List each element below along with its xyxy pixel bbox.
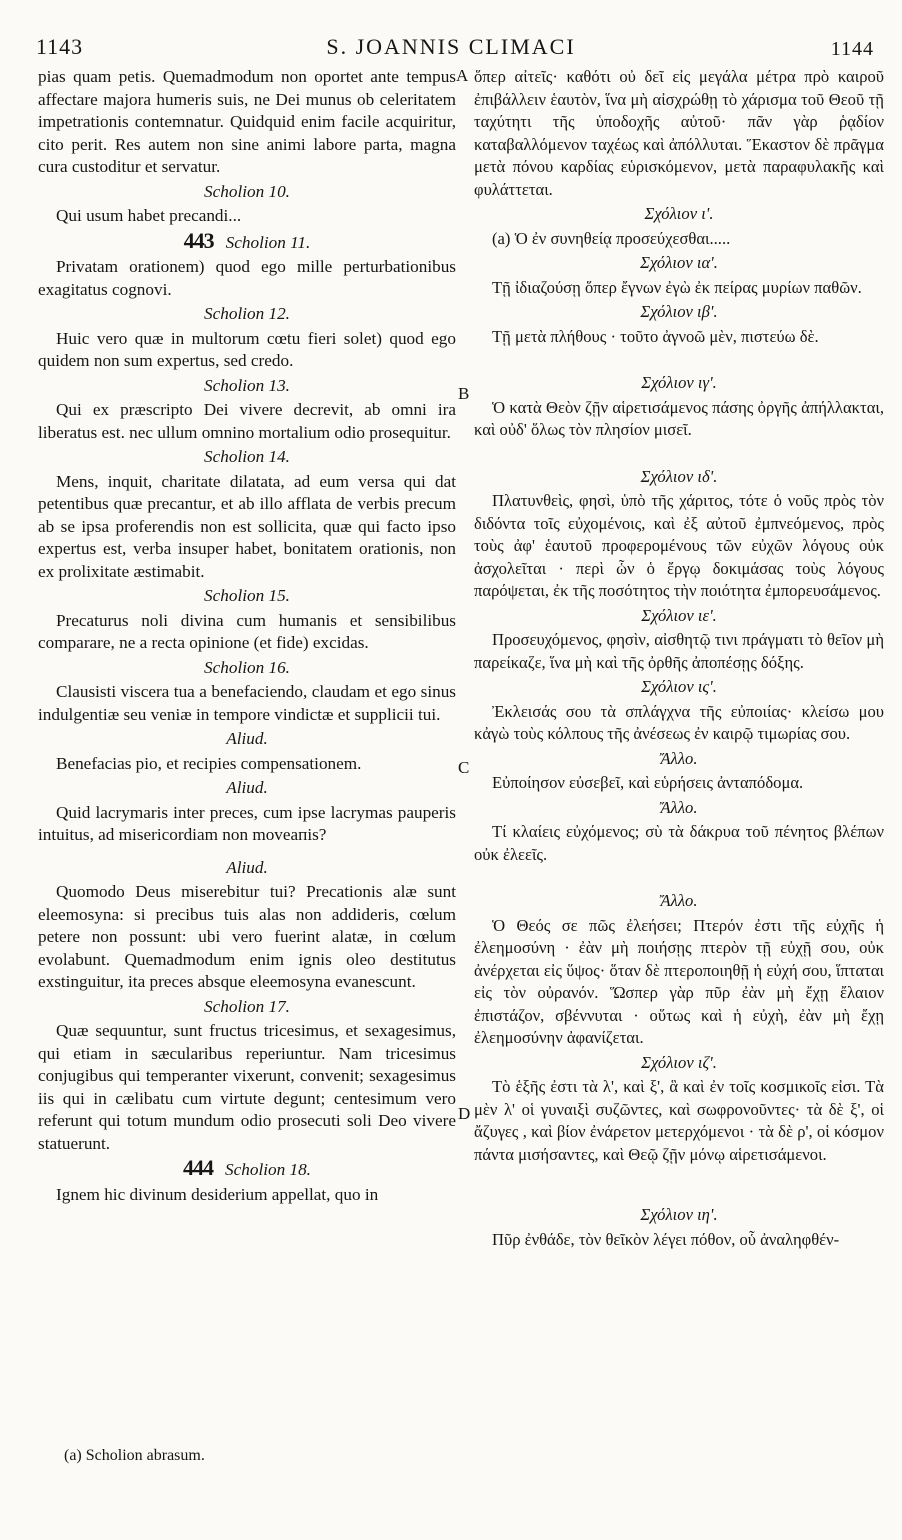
latin-paragraph: Quid lacrymaris inter preces, cum ipse lacrymas pauperis intuitus, ad misericordiam non moveaпis? [38, 802, 456, 844]
greek-paragraph: Εὐποίησον εὐσεβεῖ, καὶ εὑρήσεις ἀνταπόδομα. [492, 773, 804, 792]
latin-scholion-heading [38, 227, 456, 255]
latin-paragraph: pias quam petis. Quemadmodum non oportet ante tempus affectare majora humeris suis, ne Dei munus ob celeritatem impetrationis contemnatur. Quidquid enim facile acquiritur, cito perit. Res autem non sine animi labore parta, magna cura custoditur et servatur. [38, 67, 456, 176]
greek-paragraph: Πῦρ ἐνθάδε, τὸν θεῖκὸν λέγει πόθον, οὗ ἀναληφθέν- [492, 1229, 840, 1249]
latin-paragraph: Qui ex præscripto Dei vivere decrevit, ab omni ira liberatus est. nec ullum omnino mortalium odio prosequitur. [38, 400, 456, 442]
latin-paragraph: Qui usum habet precandi... [56, 206, 242, 225]
latin-scholion-heading: Scholion 17. [204, 996, 290, 1016]
latin-scholion-heading: Scholion 13. [204, 375, 290, 395]
spacer [474, 348, 884, 370]
latin-paragraph: Mens, inquit, charitate dilatata, ad eum versa qui dat petentibus quæ precantur, et ab illo afflata de verbis precum ab se ipsa proferendis non est sollicita, quæ qui facto ipso expertus est, verba insuper habet, bonitatem orationis, non ex prolixitate æstimabit. [38, 471, 456, 581]
greek-paragraph: Ὁ κατὰ Θεὸν ζῇν αἱρετισάμενος πάσης ὀργῆς ἀπήλλακται, καὶ οὐδ' ὅλως τὸν πλησίον μισεῖ. [474, 397, 884, 439]
page-header [0, 34, 902, 64]
greek-paragraph: Ὁ Θεός σε πῶς ἐλεήσει; Πτερόν ἐστι τῆς εὐχῆς ἡ ἐλεημοσύνη · ἐὰν μὴ ποιήσῃς πτερὸν τῇ εὐχῇ σου, οὐκ ἀνέρχεται εἰς ὕψος· ὅταν δὲ πτεροποιηθῇ ἡ εὐχή σου, ἵπταται εἰς τὸν οὐρανόν. Ὥσπερ γὰρ πῦρ ἐὰν μὴ ἔχῃ ἔλαιον ἐπιστάζον, σβέννυται · οὕτως καὶ ἡ εὐχὴ, ἐὰν μὴ ἔχῃ ἐλεημοσύνην ἀφανίζεται. [474, 915, 884, 1047]
latin-aliud-heading: Aliud. [226, 857, 268, 877]
latin-aliud-heading: Aliud. [226, 729, 268, 748]
greek-scholion-heading: Σχόλιον ια'. [640, 253, 718, 272]
latin-paragraph: Quæ sequuntur, sunt fructus tricesimus, et sexagesimus, qui etiam in sæcularibus reperiuntur. Nam tricesimus conjugibus qui temperanter vixerunt, convenit; sexagesimus iis qui in cælibatu cum virtute degunt; centesimum vero referunt qui totum mundum odio prosecuti soli Deo vivere statuerunt. [38, 1021, 456, 1153]
greek-allo-heading: Ἄλλο. [660, 891, 698, 910]
greek-scholion-heading: Σχόλιον ιγ'. [641, 373, 717, 392]
latin-paragraph: Ignem hic divinum desiderium appellat, quo in [56, 1184, 379, 1204]
greek-paragraph: Προσευχόμενος, φησὶν, αἰσθητῷ τινι πράγματι τὸ θεῖον μὴ παρείκαζε, ἵνα μὴ καὶ τῆς ὀρθῆς ἀποπέσῃς δόξης. [474, 630, 884, 672]
scholion-label: Scholion 18. [225, 1160, 311, 1179]
spacer [474, 866, 884, 888]
greek-scholion-heading: Σχόλιον ιε'. [641, 605, 717, 625]
latin-paragraph: Clausisti viscera tua a benefaciendo, claudam et ego sinus indulgentiæ seu veniæ in tempore vindictæ et supplicii tui. [38, 682, 456, 724]
latin-column [38, 66, 456, 1206]
margin-marker-a: A [456, 66, 469, 85]
greek-paragraph: Τῇ μετὰ πλήθους · τοῦτο ἀγνοῶ μὲν, πιστεύω δὲ. [492, 326, 819, 346]
latin-paragraph: Benefacias pio, et recipies compensationem. [56, 753, 362, 773]
right-page-number: 1144 [830, 38, 874, 60]
latin-paragraph: Privatam orationem) quod ego mille perturbationibus exagitatus cognovi. [38, 257, 456, 299]
latin-scholion-heading: Scholion 10. [204, 181, 290, 201]
latin-paragraph: Precaturus noli divina cum humanis et sensibilibus comparare, ne a recta opinione (et fide) excidas. [38, 610, 456, 652]
latin-scholion-heading: Scholion 15. [204, 586, 290, 605]
greek-scholion-heading: Σχόλιον ιζ'. [641, 1052, 717, 1072]
left-page-number: 1143 [36, 34, 84, 59]
greek-allo-heading: Ἄλλο. [660, 748, 698, 768]
column-number: 443 [183, 227, 214, 253]
latin-scholion-heading: Scholion 12. [204, 304, 290, 323]
margin-marker-b: B [458, 384, 470, 403]
greek-column [474, 66, 884, 1251]
greek-paragraph: ὅπερ αἰτεῖς· καθότι οὐ δεῖ εἰς μεγάλα μέτρα πρὸ καιροῦ ἐπιβάλλειν ἑαυτὸν, ἵνα μὴ αἰσχρώθῃ τὸ χάρισμα τοῦ Θεοῦ τῇ ταχύτητι τῆς ὑποδοχῆς αὐτοῦ· πᾶν γὰρ ῥᾳδίον καταβαλλόμενον ταχέως καὶ ἀπόλλυται. Ἕκαστον δὲ πρᾶγμα μετὰ πόνου καρδίας εὑρισκόμενον, μετὰ παραφυλακῆς καὶ φυλάττεται. [474, 67, 884, 199]
margin-marker-c: C [458, 758, 470, 777]
spacer [474, 442, 884, 464]
margin-marker-d: D [458, 1104, 471, 1123]
latin-paragraph: Quomodo Deus miserebitur tui? Precationis alæ sunt eleemosyna: si precibus tuis alas non addideris, cœlum petere non possunt: ubi vero fuerint alatæ, in cœlum evolabunt. Quemadmodum enim ignis oleo destitutus exstinguitur, ita preces absque eleemosyna evanescunt. [38, 882, 456, 991]
greek-scholion-heading: Σχόλιον ιη'. [640, 1205, 718, 1224]
greek-scholion-heading: Σχόλιον ι'. [644, 204, 714, 223]
scholion-label: Scholion 11. [225, 232, 311, 252]
greek-paragraph: Τὸ ἑξῆς ἐστι τὰ λ', καὶ ξ', ἃ καὶ ἐν τοῖς κοσμικοῖς εἰσι. Τὰ μὲν λ' οἱ γυναιξὶ συζῶντες, καὶ σωφρονοῦντες· τὰ δὲ ξ', οἱ ἄζυγες , καὶ βίον ἐνάρετον μετερχόμενοι · τὰ δὲ ρ', οἱ κόσμον πάντα μισήσαντες, καὶ Θεῷ ζῇν μόνῳ αἱρετισάμενοι. [474, 1077, 884, 1164]
greek-paragraph: Πλατυνθεὶς, φησὶ, ὑπὸ τῆς χάριτος, τότε ὁ νοῦς πρὸς τὸν διδόντα τοῖς εὐχομένοις, καὶ ἐξ αὐτοῦ ἐμπνεόμενος, πρὸς τοὺς ἀφ' ἑαυτοῦ προφερομένους τῶν εὐχῶν λόγους οὐκ ἀσχολεῖται · περὶ ὧν ὁ ἔργῳ δοκιμάσας τοὺς λόγους παρόψεται, ἐκ τῆς ποσότητος τὴν ποιότητα ἐμπορευσάμενος. [474, 491, 884, 600]
greek-allo-heading: Ἄλλο. [660, 797, 698, 817]
greek-scholion-heading: Σχόλιον ιδ'. [640, 466, 718, 486]
greek-scholion-heading: Σχόλιον ιβ'. [640, 302, 718, 321]
column-number: 444 [183, 1155, 214, 1180]
greek-paragraph: Τῇ ἰδιαζούσῃ ὅπερ ἔγνων ἐγὼ ἐκ πείρας μυρίων παθῶν. [492, 277, 862, 297]
greek-paragraph: Τί κλαίεις εὐχόμενος; σὺ τὰ δάκρυα τοῦ πένητος βλέπων οὐκ ἐλεεῖς. [474, 822, 884, 864]
footnote: (a) Scholion abrasum. [64, 1447, 205, 1464]
greek-scholion-heading: Σχόλιον ις'. [641, 677, 717, 696]
latin-scholion-heading: Scholion 16. [204, 657, 290, 677]
running-title: S. JOANNIS CLIMACI [326, 34, 576, 59]
latin-paragraph: Huic vero quæ in multorum cœtu fieri solet) quod ego quidem non sum expertus, sed credo. [38, 328, 456, 370]
greek-paragraph: (a) Ὁ ἐν συνηθείᾳ προσεύχεσθαι..... [492, 228, 731, 248]
latin-scholion-heading [38, 1157, 456, 1182]
spacer [474, 1166, 884, 1202]
latin-scholion-heading: Scholion 14. [204, 447, 290, 466]
latin-aliud-heading: Aliud. [226, 778, 268, 797]
greek-paragraph: Ἐκλεισάς σου τὰ σπλάγχνα τῆς εὐποιίας· κλείσω μου κἀγὼ τοὺς κόλπους τῆς ἀνέσεως ἐν καιρῷ τιμωρίας σου. [474, 701, 884, 743]
